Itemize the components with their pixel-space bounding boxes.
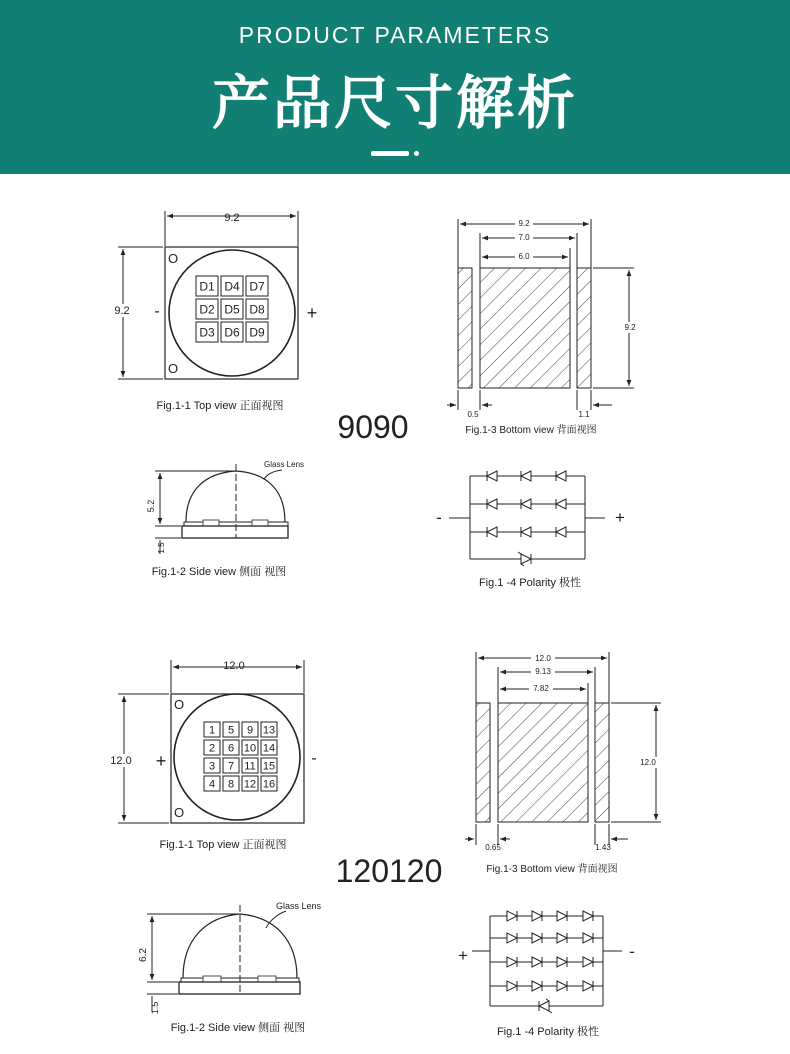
pad-left bbox=[458, 268, 472, 388]
glass-lens-label: Glass Lens bbox=[264, 460, 305, 469]
minus-sign: - bbox=[154, 303, 160, 320]
thermal-pad bbox=[498, 703, 588, 822]
plus-sign: + bbox=[155, 751, 167, 771]
chip-grid-9090 bbox=[196, 276, 268, 342]
chip-D1 bbox=[196, 276, 218, 296]
bottom-dim-right: 1.1 bbox=[578, 410, 590, 419]
led-diode bbox=[532, 911, 542, 921]
chip-16 bbox=[261, 776, 277, 791]
chip-10 bbox=[242, 740, 258, 755]
bottom-dim-height: 12.0 bbox=[640, 758, 656, 767]
chip-D9 bbox=[246, 322, 268, 342]
chip-label: D9 bbox=[249, 325, 265, 340]
polarity-120120 bbox=[458, 911, 635, 1038]
caption-side-view: Fig.1-2 Side view 侧面 视图 bbox=[151, 566, 287, 578]
chip-label: 11 bbox=[244, 760, 256, 773]
chip-label: 8 bbox=[227, 778, 235, 791]
side-dim-base: 1.5 bbox=[150, 1001, 160, 1015]
side-dim-base: 1.5 bbox=[157, 542, 166, 554]
led-diode bbox=[532, 981, 542, 991]
polarity-plus: + bbox=[458, 946, 468, 965]
bottom-dim-outer: 12.0 bbox=[535, 654, 551, 663]
bottom-dim-left: 0.5 bbox=[467, 410, 479, 419]
chip-5 bbox=[223, 722, 239, 737]
led-diode bbox=[556, 527, 566, 537]
bottom-dim-right: 1.43 bbox=[595, 843, 611, 852]
led-diode bbox=[532, 957, 542, 967]
led-diode bbox=[583, 957, 593, 967]
bottom-dim-inner: 7.82 bbox=[533, 684, 549, 693]
chip-label: D8 bbox=[249, 302, 265, 317]
chip-label: D1 bbox=[199, 279, 215, 294]
chip-label: 3 bbox=[208, 760, 216, 773]
chip-grid-120120 bbox=[204, 722, 277, 791]
chip-label: D3 bbox=[199, 325, 215, 340]
polarity-minus: - bbox=[629, 942, 635, 961]
bottom-dim-outer: 9.2 bbox=[518, 219, 530, 228]
model-label-120120: 120120 bbox=[335, 853, 443, 889]
chip-label: 13 bbox=[262, 724, 276, 737]
glass-lens-label: Glass Lens bbox=[276, 901, 322, 911]
chip-D2 bbox=[196, 299, 218, 319]
bottom-dim-mid: 7.0 bbox=[518, 233, 530, 242]
led-diode bbox=[507, 933, 517, 943]
pad-right bbox=[577, 268, 591, 388]
substrate bbox=[182, 526, 288, 538]
polarity-9090 bbox=[436, 471, 625, 589]
chip-label: 7 bbox=[227, 760, 235, 773]
chip-label: 16 bbox=[262, 778, 276, 791]
top-height-dim: 9.2 bbox=[114, 305, 130, 317]
led-diode bbox=[557, 957, 567, 967]
caption-bottom-view: Fig.1-3 Bottom view 背面视图 bbox=[486, 864, 618, 875]
chip-12 bbox=[242, 776, 258, 791]
header-title: 产品尺寸解析 bbox=[211, 69, 578, 137]
polarity-minus: - bbox=[436, 508, 442, 527]
plus-sign: + bbox=[306, 303, 318, 323]
pad-mark-top: O bbox=[173, 697, 185, 712]
chip-1 bbox=[204, 722, 220, 737]
bottom-dim-inner: 6.0 bbox=[518, 252, 530, 261]
chip-D4 bbox=[221, 276, 243, 296]
chip-label: 14 bbox=[262, 742, 276, 755]
pad-mark-bottom: O bbox=[173, 805, 185, 820]
chip-label: D6 bbox=[224, 325, 240, 340]
chip-15 bbox=[261, 758, 277, 773]
caption-polarity: Fig.1 -4 Polarity 极性 bbox=[496, 1026, 600, 1038]
chip-3 bbox=[204, 758, 220, 773]
chip-9 bbox=[242, 722, 258, 737]
led-diode bbox=[487, 471, 497, 481]
top-width-dim: 9.2 bbox=[224, 212, 240, 224]
top-height-dim: 12.0 bbox=[110, 755, 132, 767]
polarity-circuit-120120 bbox=[472, 911, 622, 1013]
led-diode bbox=[532, 933, 542, 943]
chip-label: 10 bbox=[243, 742, 257, 755]
top-view-9090 bbox=[112, 211, 317, 412]
chip-label: 15 bbox=[262, 760, 276, 773]
led-diode bbox=[583, 911, 593, 921]
led-diode bbox=[487, 527, 497, 537]
chip-7 bbox=[223, 758, 239, 773]
chip-8 bbox=[223, 776, 239, 791]
chip-label: 9 bbox=[246, 724, 254, 737]
lens-circle bbox=[174, 694, 300, 820]
led-diode bbox=[521, 499, 531, 509]
polarity-circuit-9090 bbox=[449, 471, 605, 566]
chip-D8 bbox=[246, 299, 268, 319]
pad-left bbox=[476, 703, 490, 822]
side-view-9090 bbox=[146, 460, 304, 578]
model-label-9090: 9090 bbox=[337, 409, 409, 445]
led-diode bbox=[507, 911, 517, 921]
thermal-pad bbox=[480, 268, 570, 388]
pad-mark-top: O bbox=[167, 251, 179, 266]
led-diode bbox=[583, 981, 593, 991]
led-diode bbox=[556, 471, 566, 481]
side-dim-lens: 5.2 bbox=[146, 499, 156, 513]
chip-13 bbox=[261, 722, 277, 737]
chip-label: 2 bbox=[208, 742, 216, 755]
caption-top-view: Fig.1-1 Top view 正面视图 bbox=[159, 839, 287, 851]
caption-bottom-view: Fig.1-3 Bottom view 背面视图 bbox=[465, 425, 597, 436]
chip-label: 4 bbox=[208, 778, 216, 791]
led-diode bbox=[507, 957, 517, 967]
chip-label: 5 bbox=[227, 724, 235, 737]
chip-label: D4 bbox=[224, 279, 240, 294]
bottom-view-9090 bbox=[447, 218, 639, 436]
chip-D6 bbox=[221, 322, 243, 342]
chip-label: 12 bbox=[243, 778, 257, 791]
minus-sign: - bbox=[311, 750, 317, 767]
led-diode bbox=[507, 981, 517, 991]
led-diode bbox=[521, 527, 531, 537]
chip-4 bbox=[204, 776, 220, 791]
chip-label: 1 bbox=[208, 724, 216, 737]
chip-label: D7 bbox=[249, 279, 265, 294]
chip-2 bbox=[204, 740, 220, 755]
led-diode bbox=[521, 471, 531, 481]
pad-right bbox=[595, 703, 609, 822]
chip-6 bbox=[223, 740, 239, 755]
caption-side-view: Fig.1-2 Side view 侧面 视图 bbox=[170, 1022, 306, 1034]
top-view-120120 bbox=[109, 660, 317, 851]
chip-D5 bbox=[221, 299, 243, 319]
chip-label: 6 bbox=[227, 742, 235, 755]
led-diode bbox=[557, 911, 567, 921]
caption-polarity: Fig.1 -4 Polarity 极性 bbox=[478, 577, 582, 589]
led-diode bbox=[583, 933, 593, 943]
header-subtitle: PRODUCT PARAMETERS bbox=[238, 22, 552, 48]
chip-D7 bbox=[246, 276, 268, 296]
chip-label: D2 bbox=[199, 302, 215, 317]
chip-14 bbox=[261, 740, 277, 755]
side-view-120120 bbox=[138, 901, 322, 1034]
bottom-view-120120 bbox=[465, 652, 661, 875]
chip-label: D5 bbox=[224, 302, 240, 317]
bottom-dim-mid: 9.13 bbox=[535, 667, 551, 676]
bottom-dim-height: 9.2 bbox=[624, 323, 636, 332]
chip-11 bbox=[242, 758, 258, 773]
bottom-dim-left: 0.65 bbox=[485, 843, 501, 852]
led-diode bbox=[557, 981, 567, 991]
chip-D3 bbox=[196, 322, 218, 342]
top-width-dim: 12.0 bbox=[223, 660, 245, 672]
led-diode bbox=[487, 499, 497, 509]
polarity-plus: + bbox=[615, 508, 625, 527]
side-dim-lens: 6.2 bbox=[138, 948, 149, 962]
led-diode bbox=[557, 933, 567, 943]
pad-mark-bottom: O bbox=[167, 361, 179, 376]
led-diode bbox=[556, 499, 566, 509]
caption-top-view: Fig.1-1 Top view 正面视图 bbox=[156, 400, 284, 412]
